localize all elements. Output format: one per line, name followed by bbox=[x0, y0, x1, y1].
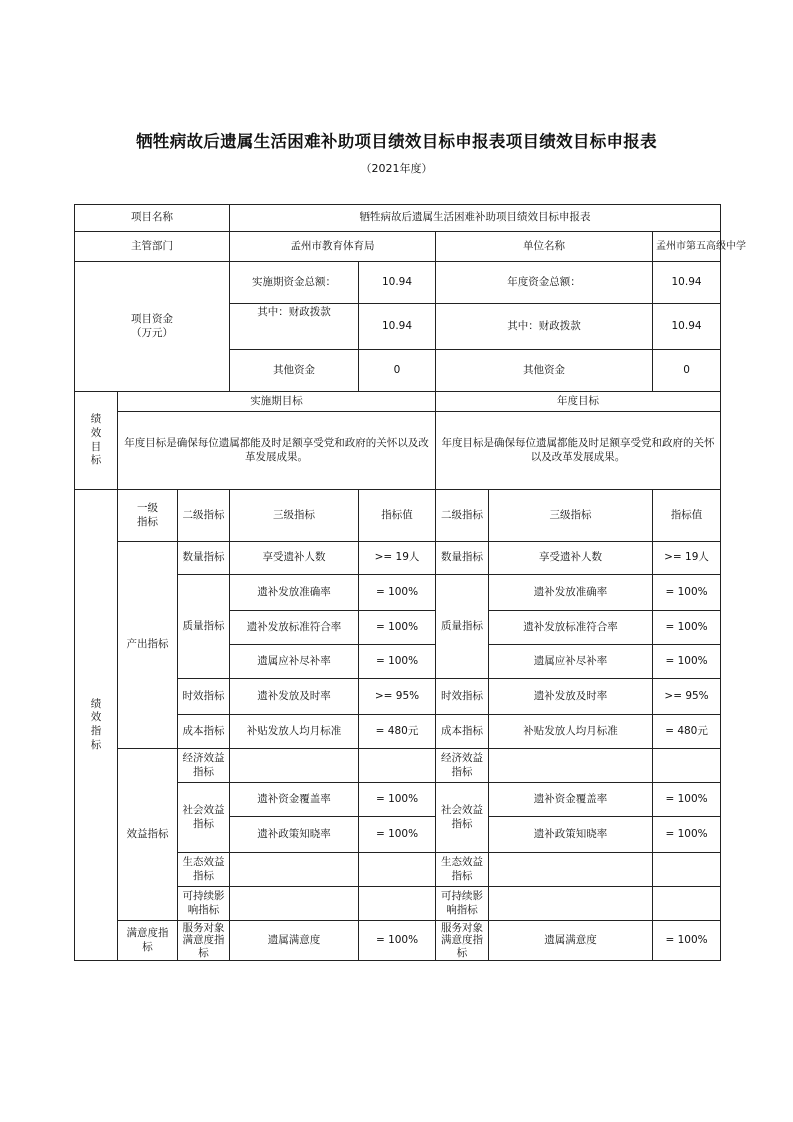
impl-other-label: 其他资金 bbox=[230, 350, 359, 392]
sustainable-value-right bbox=[653, 887, 721, 921]
qual1-name-left: 遗补发放准确率 bbox=[230, 575, 359, 611]
economic-name-right bbox=[489, 749, 653, 783]
ecological-value-right bbox=[653, 853, 721, 887]
project-name-label: 项目名称 bbox=[75, 205, 230, 232]
impl-total-label: 实施期资金总额： bbox=[230, 262, 359, 304]
ecological-value-left bbox=[359, 853, 436, 887]
impl-goal-header: 实施期目标 bbox=[118, 392, 436, 412]
quantity-label-right: 数量指标 bbox=[436, 542, 489, 575]
level2-header-left: 二级指标 bbox=[178, 490, 230, 542]
service-label-left: 服务对象 满意度指 标 bbox=[178, 921, 230, 961]
social-label-right: 社会效益 指标 bbox=[436, 783, 489, 853]
soc2-value-left: = 100% bbox=[359, 817, 436, 853]
indicator-row-economic bbox=[75, 749, 721, 783]
qty1-value-left: >= 19人 bbox=[359, 542, 436, 575]
year-goal-text: 年度目标是确保每位遗属都能及时足额享受党和政府的关怀以及改革发展成果。 bbox=[436, 412, 721, 490]
qual1-name-right: 遗补发放准确率 bbox=[489, 575, 653, 611]
cost-label-left: 成本指标 bbox=[178, 715, 230, 749]
level1-header: 一级 指标 bbox=[118, 490, 178, 542]
funds-label-line2: （万元） bbox=[131, 326, 173, 339]
sustainable-label-left: 可持续影 响指标 bbox=[178, 887, 230, 921]
quality-label-right: 质量指标 bbox=[436, 575, 489, 679]
sat1-value-right: = 100% bbox=[653, 921, 721, 961]
indicator-section-label: 绩 效 指 标 bbox=[75, 490, 118, 961]
impl-fiscal-value: 10.94 bbox=[359, 304, 436, 350]
qual3-name-left: 遗属应补尽补率 bbox=[230, 645, 359, 679]
goal-section-label: 绩 效 目 标 bbox=[75, 392, 118, 490]
economic-label-left: 经济效益 指标 bbox=[178, 749, 230, 783]
value-header-left: 指标值 bbox=[359, 490, 436, 542]
soc2-name-left: 遗补政策知晓率 bbox=[230, 817, 359, 853]
dept-value: 孟州市教育体育局 bbox=[230, 232, 436, 262]
year-other-label: 其他资金 bbox=[436, 350, 653, 392]
year-fiscal-label: 其中：财政拨款 bbox=[436, 304, 653, 350]
year-total-value: 10.94 bbox=[653, 262, 721, 304]
indicator-row-satisfaction bbox=[75, 921, 721, 961]
ecological-name-right bbox=[489, 853, 653, 887]
unit-label: 单位名称 bbox=[436, 232, 653, 262]
cost-label-right: 成本指标 bbox=[436, 715, 489, 749]
cost1-name-left: 补贴发放人均月标准 bbox=[230, 715, 359, 749]
qty1-name-left: 享受遗补人数 bbox=[230, 542, 359, 575]
cost1-name-right: 补贴发放人均月标准 bbox=[489, 715, 653, 749]
qty1-name-right: 享受遗补人数 bbox=[489, 542, 653, 575]
time1-value-right: >= 95% bbox=[653, 679, 721, 715]
benefit-indicator-label: 效益指标 bbox=[118, 749, 178, 921]
year-goal-header: 年度目标 bbox=[436, 392, 721, 412]
impl-fiscal-label: 其中：财政拨款 bbox=[230, 304, 359, 350]
funds-label-line1: 项目资金 bbox=[131, 312, 173, 325]
sat1-name-right: 遗属满意度 bbox=[489, 921, 653, 961]
page-subtitle: （2021年度） bbox=[360, 162, 433, 175]
soc1-name-left: 遗补资金覆盖率 bbox=[230, 783, 359, 817]
quantity-label-left: 数量指标 bbox=[178, 542, 230, 575]
ecological-label-left: 生态效益 指标 bbox=[178, 853, 230, 887]
year-total-label: 年度资金总额： bbox=[436, 262, 653, 304]
qual1-value-left: = 100% bbox=[359, 575, 436, 611]
funds-row-total bbox=[75, 262, 721, 304]
time1-name-left: 遗补发放及时率 bbox=[230, 679, 359, 715]
service-label-right: 服务对象 满意度指 标 bbox=[436, 921, 489, 961]
indicator-row-quantity bbox=[75, 542, 721, 575]
time1-name-right: 遗补发放及时率 bbox=[489, 679, 653, 715]
sustainable-name-left bbox=[230, 887, 359, 921]
qual2-value-left: = 100% bbox=[359, 611, 436, 645]
ecological-label-right: 生态效益 指标 bbox=[436, 853, 489, 887]
sustainable-label-right: 可持续影 响指标 bbox=[436, 887, 489, 921]
time1-value-left: >= 95% bbox=[359, 679, 436, 715]
cost1-value-right: = 480元 bbox=[653, 715, 721, 749]
timeliness-label-right: 时效指标 bbox=[436, 679, 489, 715]
soc1-value-left: = 100% bbox=[359, 783, 436, 817]
timeliness-label-left: 时效指标 bbox=[178, 679, 230, 715]
cost1-value-left: = 480元 bbox=[359, 715, 436, 749]
unit-value: 孟州市第五高级中学 bbox=[653, 232, 721, 262]
qual2-value-right: = 100% bbox=[653, 611, 721, 645]
goal-header-row bbox=[75, 392, 721, 412]
impl-other-value: 0 bbox=[359, 350, 436, 392]
year-other-value: 0 bbox=[653, 350, 721, 392]
soc1-value-right: = 100% bbox=[653, 783, 721, 817]
economic-value-right bbox=[653, 749, 721, 783]
sat1-name-left: 遗属满意度 bbox=[230, 921, 359, 961]
satisfaction-indicator-label: 满意度指 标 bbox=[118, 921, 178, 961]
social-label-left: 社会效益 指标 bbox=[178, 783, 230, 853]
sustainable-name-right bbox=[489, 887, 653, 921]
project-name-value: 牺牲病故后遗属生活困难补助项目绩效目标申报表 bbox=[230, 205, 721, 232]
performance-target-form bbox=[74, 204, 747, 961]
qual2-name-right: 遗补发放标准符合率 bbox=[489, 611, 653, 645]
soc2-name-right: 遗补政策知晓率 bbox=[489, 817, 653, 853]
sat1-value-left: = 100% bbox=[359, 921, 436, 961]
qty1-value-right: >= 19人 bbox=[653, 542, 721, 575]
department-row bbox=[75, 232, 721, 262]
impl-goal-text: 年度目标是确保每位遗属都能及时足额享受党和政府的关怀以及改革发展成果。 bbox=[118, 412, 436, 490]
economic-label-right: 经济效益 指标 bbox=[436, 749, 489, 783]
dept-label: 主管部门 bbox=[75, 232, 230, 262]
impl-total-value: 10.94 bbox=[359, 262, 436, 304]
sustainable-value-left bbox=[359, 887, 436, 921]
qual3-name-right: 遗属应补尽补率 bbox=[489, 645, 653, 679]
qual3-value-left: = 100% bbox=[359, 645, 436, 679]
project-name-row bbox=[75, 205, 721, 232]
output-indicator-label: 产出指标 bbox=[118, 542, 178, 749]
value-header-right: 指标值 bbox=[653, 490, 721, 542]
soc2-value-right: = 100% bbox=[653, 817, 721, 853]
page-title: 牺牲病故后遗属生活困难补助项目绩效目标申报表项目绩效目标申报表 bbox=[136, 132, 657, 151]
qual3-value-right: = 100% bbox=[653, 645, 721, 679]
soc1-name-right: 遗补资金覆盖率 bbox=[489, 783, 653, 817]
qual1-value-right: = 100% bbox=[653, 575, 721, 611]
level3-header-right: 三级指标 bbox=[489, 490, 653, 542]
level2-header-right: 二级指标 bbox=[436, 490, 489, 542]
economic-name-left bbox=[230, 749, 359, 783]
goal-text-row bbox=[75, 412, 721, 490]
qual2-name-left: 遗补发放标准符合率 bbox=[230, 611, 359, 645]
ecological-name-left bbox=[230, 853, 359, 887]
quality-label-left: 质量指标 bbox=[178, 575, 230, 679]
indicator-header-row bbox=[75, 490, 721, 542]
year-fiscal-value: 10.94 bbox=[653, 304, 721, 350]
economic-value-left bbox=[359, 749, 436, 783]
funds-label bbox=[75, 262, 230, 392]
level3-header-left: 三级指标 bbox=[230, 490, 359, 542]
